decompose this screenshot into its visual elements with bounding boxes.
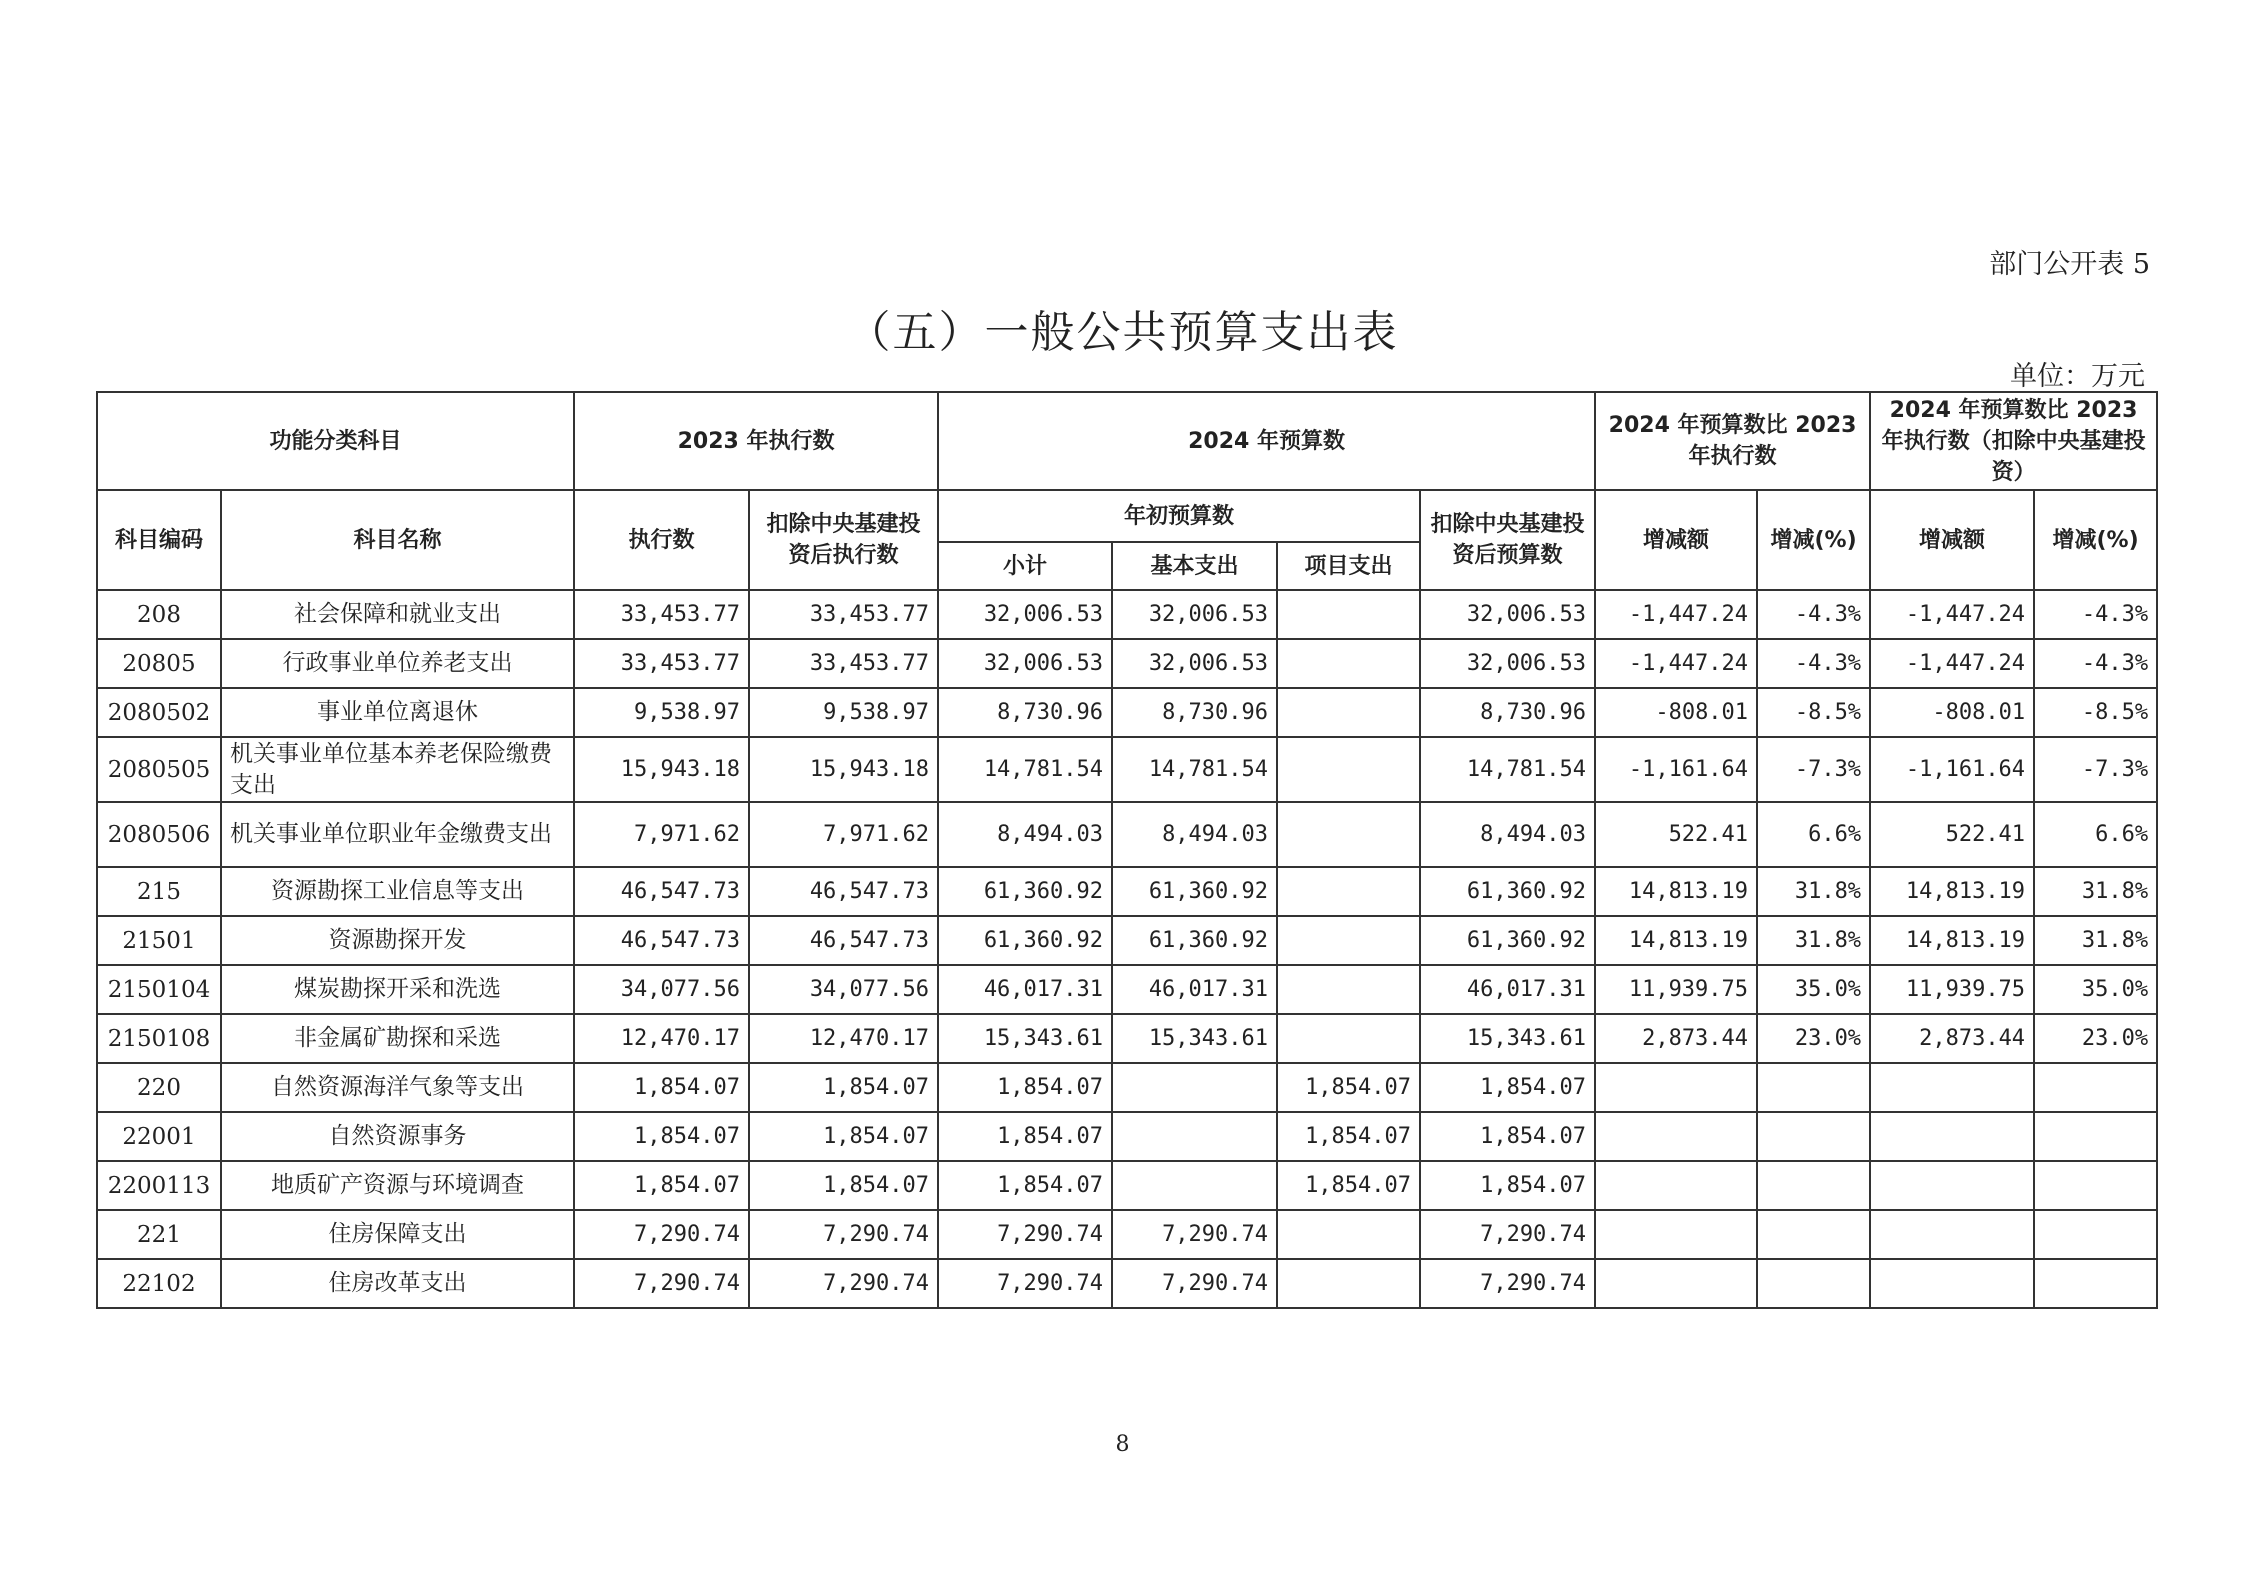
- cell-exec-ex: 1,854.07: [749, 1112, 938, 1161]
- cell-subtotal: 14,781.54: [938, 737, 1112, 802]
- cell-exec: 1,854.07: [574, 1161, 749, 1210]
- cell-diff2: 11,939.75: [1870, 965, 2034, 1014]
- cell-exec: 7,971.62: [574, 802, 749, 867]
- cell-pct: [1757, 1210, 1870, 1259]
- cell-subtotal: 8,494.03: [938, 802, 1112, 867]
- cell-basic: 14,781.54: [1112, 737, 1277, 802]
- table-row: [97, 1259, 2157, 1308]
- cell-diff: 2,873.44: [1595, 1014, 1757, 1063]
- cell-code: 22001: [97, 1112, 221, 1161]
- cell-basic: 8,494.03: [1112, 802, 1277, 867]
- header-exec-ex: 扣除中央基建投资后执行数: [749, 490, 938, 590]
- cell-basic: 61,360.92: [1112, 916, 1277, 965]
- cell-name: 机关事业单位基本养老保险缴费支出: [221, 737, 574, 802]
- cell-pct2: [2034, 1161, 2157, 1210]
- cell-name: 地质矿产资源与环境调查: [221, 1161, 574, 1210]
- cell-exec-ex: 46,547.73: [749, 867, 938, 916]
- cell-budget-ex: 15,343.61: [1420, 1014, 1595, 1063]
- cell-subtotal: 7,290.74: [938, 1210, 1112, 1259]
- cell-project: [1277, 1259, 1420, 1308]
- header-budget2024: 2024 年预算数: [938, 392, 1595, 490]
- cell-exec-ex: 1,854.07: [749, 1063, 938, 1112]
- table-row: [97, 1161, 2157, 1210]
- cell-code: 208: [97, 590, 221, 639]
- cell-exec-ex: 33,453.77: [749, 590, 938, 639]
- cell-pct: -7.3%: [1757, 737, 1870, 802]
- table-row: [97, 965, 2157, 1014]
- table-row: [97, 1210, 2157, 1259]
- header-cmp1: 2024 年预算数比 2023 年执行数: [1595, 392, 1870, 490]
- cell-pct: 6.6%: [1757, 802, 1870, 867]
- header-pct2: 增减(%): [2034, 490, 2157, 590]
- cell-budget-ex: 7,290.74: [1420, 1259, 1595, 1308]
- cell-name: 社会保障和就业支出: [221, 590, 574, 639]
- cell-project: [1277, 802, 1420, 867]
- cell-exec-ex: 7,290.74: [749, 1210, 938, 1259]
- cell-pct2: -7.3%: [2034, 737, 2157, 802]
- cell-pct2: 6.6%: [2034, 802, 2157, 867]
- cell-exec-ex: 15,943.18: [749, 737, 938, 802]
- cell-subtotal: 61,360.92: [938, 916, 1112, 965]
- cell-subtotal: 32,006.53: [938, 639, 1112, 688]
- cell-diff: 14,813.19: [1595, 867, 1757, 916]
- cell-budget-ex: 8,494.03: [1420, 802, 1595, 867]
- header-subtotal: 小计: [938, 542, 1112, 590]
- table-row: [97, 639, 2157, 688]
- cell-pct: 23.0%: [1757, 1014, 1870, 1063]
- cell-diff2: -1,161.64: [1870, 737, 2034, 802]
- cell-project: [1277, 688, 1420, 737]
- cell-pct: -8.5%: [1757, 688, 1870, 737]
- cell-name: 资源勘探开发: [221, 916, 574, 965]
- cell-basic: [1112, 1112, 1277, 1161]
- cell-name: 事业单位离退休: [221, 688, 574, 737]
- cell-code: 20805: [97, 639, 221, 688]
- cell-basic: 15,343.61: [1112, 1014, 1277, 1063]
- header-exec2023: 2023 年执行数: [574, 392, 938, 490]
- cell-diff2: [1870, 1259, 2034, 1308]
- cell-pct2: [2034, 1210, 2157, 1259]
- cell-pct: [1757, 1161, 1870, 1210]
- header-initial: 年初预算数: [938, 490, 1420, 542]
- cell-basic: 7,290.74: [1112, 1259, 1277, 1308]
- cell-exec: 1,854.07: [574, 1063, 749, 1112]
- cell-exec: 7,290.74: [574, 1210, 749, 1259]
- cell-diff: -1,161.64: [1595, 737, 1757, 802]
- cell-budget-ex: 8,730.96: [1420, 688, 1595, 737]
- cell-pct2: [2034, 1259, 2157, 1308]
- cell-diff: [1595, 1210, 1757, 1259]
- header-exec: 执行数: [574, 490, 749, 590]
- cell-project: [1277, 1210, 1420, 1259]
- cell-project: 1,854.07: [1277, 1112, 1420, 1161]
- cell-name: 机关事业单位职业年金缴费支出: [221, 802, 574, 867]
- cell-pct2: -8.5%: [2034, 688, 2157, 737]
- cell-diff2: 2,873.44: [1870, 1014, 2034, 1063]
- cell-code: 2200113: [97, 1161, 221, 1210]
- cell-exec-ex: 34,077.56: [749, 965, 938, 1014]
- cell-pct: [1757, 1259, 1870, 1308]
- table-row: [97, 867, 2157, 916]
- cell-project: [1277, 639, 1420, 688]
- cell-exec: 33,453.77: [574, 590, 749, 639]
- cell-budget-ex: 32,006.53: [1420, 590, 1595, 639]
- header-cmp2: 2024 年预算数比 2023 年执行数（扣除中央基建投资）: [1870, 392, 2157, 490]
- cell-diff2: [1870, 1210, 2034, 1259]
- cell-diff2: 14,813.19: [1870, 867, 2034, 916]
- table-row: [97, 916, 2157, 965]
- cell-budget-ex: 7,290.74: [1420, 1210, 1595, 1259]
- cell-exec: 9,538.97: [574, 688, 749, 737]
- cell-diff: -1,447.24: [1595, 639, 1757, 688]
- page-title: （五）一般公共预算支出表: [846, 307, 1399, 358]
- cell-subtotal: 32,006.53: [938, 590, 1112, 639]
- cell-project: [1277, 1014, 1420, 1063]
- cell-exec-ex: 46,547.73: [749, 916, 938, 965]
- cell-pct2: -4.3%: [2034, 590, 2157, 639]
- cell-diff2: -1,447.24: [1870, 590, 2034, 639]
- cell-code: 2150104: [97, 965, 221, 1014]
- cell-project: [1277, 916, 1420, 965]
- cell-subtotal: 8,730.96: [938, 688, 1112, 737]
- cell-subtotal: 1,854.07: [938, 1161, 1112, 1210]
- cell-budget-ex: 61,360.92: [1420, 867, 1595, 916]
- page-number: 8: [1115, 1432, 1130, 1457]
- cell-diff: [1595, 1112, 1757, 1161]
- cell-pct2: 31.8%: [2034, 916, 2157, 965]
- cell-exec: 12,470.17: [574, 1014, 749, 1063]
- cell-code: 2080505: [97, 737, 221, 802]
- cell-diff: -1,447.24: [1595, 590, 1757, 639]
- cell-exec-ex: 9,538.97: [749, 688, 938, 737]
- cell-diff2: -1,447.24: [1870, 639, 2034, 688]
- cell-pct2: 31.8%: [2034, 867, 2157, 916]
- cell-subtotal: 7,290.74: [938, 1259, 1112, 1308]
- cell-basic: [1112, 1161, 1277, 1210]
- cell-subtotal: 1,854.07: [938, 1063, 1112, 1112]
- cell-name: 住房改革支出: [221, 1259, 574, 1308]
- cell-subtotal: 15,343.61: [938, 1014, 1112, 1063]
- cell-basic: 32,006.53: [1112, 639, 1277, 688]
- cell-budget-ex: 61,360.92: [1420, 916, 1595, 965]
- cell-pct: 31.8%: [1757, 867, 1870, 916]
- cell-code: 22102: [97, 1259, 221, 1308]
- cell-diff: [1595, 1259, 1757, 1308]
- cell-exec-ex: 33,453.77: [749, 639, 938, 688]
- table-row: [97, 737, 2157, 802]
- cell-diff2: 522.41: [1870, 802, 2034, 867]
- cell-diff2: [1870, 1112, 2034, 1161]
- cell-basic: [1112, 1063, 1277, 1112]
- cell-pct: [1757, 1063, 1870, 1112]
- cell-pct2: -4.3%: [2034, 639, 2157, 688]
- cell-basic: 8,730.96: [1112, 688, 1277, 737]
- cell-subtotal: 46,017.31: [938, 965, 1112, 1014]
- unit-label: 单位：万元: [2010, 361, 2145, 392]
- cell-exec-ex: 7,290.74: [749, 1259, 938, 1308]
- cell-budget-ex: 46,017.31: [1420, 965, 1595, 1014]
- cell-basic: 46,017.31: [1112, 965, 1277, 1014]
- cell-exec: 15,943.18: [574, 737, 749, 802]
- cell-pct2: 35.0%: [2034, 965, 2157, 1014]
- header-project: 项目支出: [1277, 542, 1420, 590]
- table-row: [97, 590, 2157, 639]
- cell-diff2: [1870, 1161, 2034, 1210]
- cell-budget-ex: 1,854.07: [1420, 1112, 1595, 1161]
- cell-code: 215: [97, 867, 221, 916]
- cell-basic: 7,290.74: [1112, 1210, 1277, 1259]
- cell-budget-ex: 1,854.07: [1420, 1161, 1595, 1210]
- cell-exec-ex: 7,971.62: [749, 802, 938, 867]
- cell-diff2: -808.01: [1870, 688, 2034, 737]
- cell-exec-ex: 1,854.07: [749, 1161, 938, 1210]
- cell-basic: 61,360.92: [1112, 867, 1277, 916]
- cell-pct: [1757, 1112, 1870, 1161]
- cell-code: 221: [97, 1210, 221, 1259]
- cell-code: 2080502: [97, 688, 221, 737]
- cell-diff: 522.41: [1595, 802, 1757, 867]
- cell-diff: 11,939.75: [1595, 965, 1757, 1014]
- cell-diff: [1595, 1063, 1757, 1112]
- header-name: 科目名称: [221, 490, 574, 590]
- document-tag: 部门公开表 5: [1989, 249, 2150, 280]
- cell-subtotal: 1,854.07: [938, 1112, 1112, 1161]
- budget-expenditure-table: [96, 391, 2158, 1309]
- cell-exec: 46,547.73: [574, 916, 749, 965]
- header-diff2: 增减额: [1870, 490, 2034, 590]
- cell-exec: 7,290.74: [574, 1259, 749, 1308]
- table-row: [97, 1014, 2157, 1063]
- cell-pct: 35.0%: [1757, 965, 1870, 1014]
- header-code: 科目编码: [97, 490, 221, 590]
- table-row: [97, 1112, 2157, 1161]
- cell-diff: -808.01: [1595, 688, 1757, 737]
- cell-subtotal: 61,360.92: [938, 867, 1112, 916]
- cell-name: 资源勘探工业信息等支出: [221, 867, 574, 916]
- cell-pct2: 23.0%: [2034, 1014, 2157, 1063]
- cell-project: [1277, 590, 1420, 639]
- cell-name: 煤炭勘探开采和洗选: [221, 965, 574, 1014]
- cell-project: [1277, 965, 1420, 1014]
- cell-pct2: [2034, 1063, 2157, 1112]
- header-pct: 增减(%): [1757, 490, 1870, 590]
- cell-project: [1277, 867, 1420, 916]
- cell-pct2: [2034, 1112, 2157, 1161]
- cell-code: 2080506: [97, 802, 221, 867]
- header-diff: 增减额: [1595, 490, 1757, 590]
- header-budget-ex: 扣除中央基建投资后预算数: [1420, 490, 1595, 590]
- cell-code: 2150108: [97, 1014, 221, 1063]
- cell-basic: 32,006.53: [1112, 590, 1277, 639]
- cell-name: 自然资源事务: [221, 1112, 574, 1161]
- cell-project: [1277, 737, 1420, 802]
- cell-code: 21501: [97, 916, 221, 965]
- header-func: 功能分类科目: [97, 392, 574, 490]
- cell-budget-ex: 32,006.53: [1420, 639, 1595, 688]
- cell-diff: [1595, 1161, 1757, 1210]
- cell-exec: 34,077.56: [574, 965, 749, 1014]
- table-row: [97, 688, 2157, 737]
- table-row: [97, 802, 2157, 867]
- cell-pct: 31.8%: [1757, 916, 1870, 965]
- cell-exec: 33,453.77: [574, 639, 749, 688]
- cell-diff2: [1870, 1063, 2034, 1112]
- cell-pct: -4.3%: [1757, 590, 1870, 639]
- table-row: [97, 1063, 2157, 1112]
- cell-diff: 14,813.19: [1595, 916, 1757, 965]
- cell-exec-ex: 12,470.17: [749, 1014, 938, 1063]
- cell-name: 住房保障支出: [221, 1210, 574, 1259]
- cell-diff2: 14,813.19: [1870, 916, 2034, 965]
- cell-project: 1,854.07: [1277, 1161, 1420, 1210]
- cell-exec: 46,547.73: [574, 867, 749, 916]
- cell-name: 行政事业单位养老支出: [221, 639, 574, 688]
- cell-budget-ex: 1,854.07: [1420, 1063, 1595, 1112]
- cell-project: 1,854.07: [1277, 1063, 1420, 1112]
- cell-code: 220: [97, 1063, 221, 1112]
- cell-pct: -4.3%: [1757, 639, 1870, 688]
- header-basic: 基本支出: [1112, 542, 1277, 590]
- cell-budget-ex: 14,781.54: [1420, 737, 1595, 802]
- cell-name: 自然资源海洋气象等支出: [221, 1063, 574, 1112]
- cell-exec: 1,854.07: [574, 1112, 749, 1161]
- cell-name: 非金属矿勘探和采选: [221, 1014, 574, 1063]
